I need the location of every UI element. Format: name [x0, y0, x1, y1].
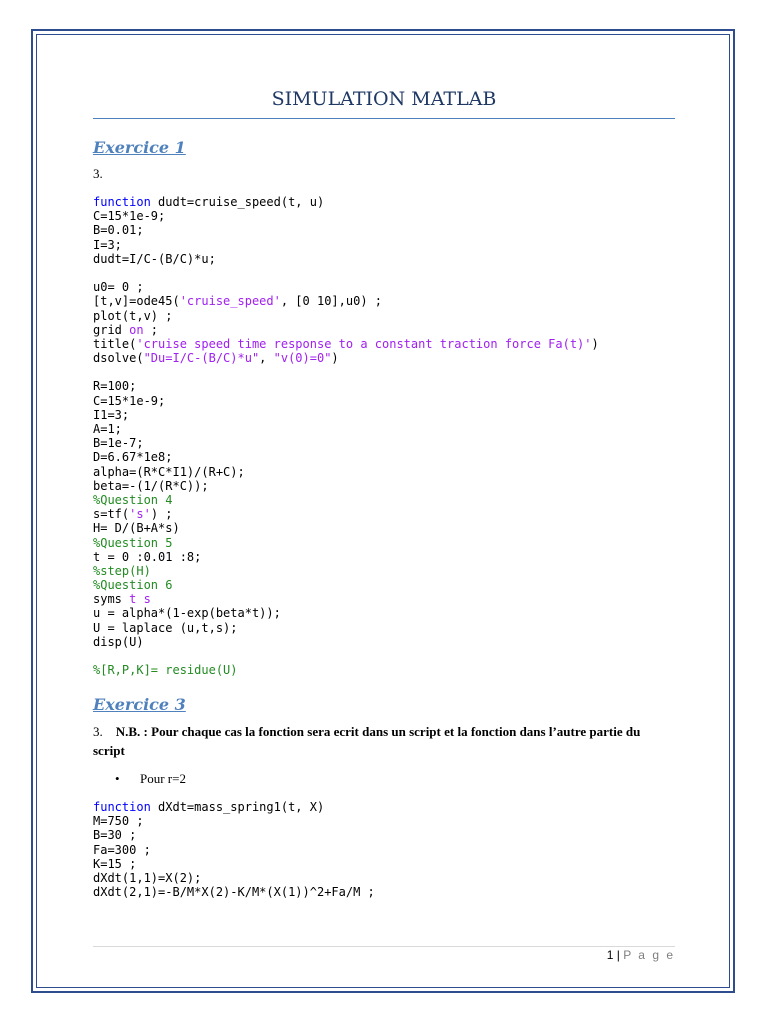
code-line	[93, 507, 599, 521]
code-line	[93, 578, 599, 592]
code-line	[93, 337, 599, 351]
code-token: %step(H)	[93, 563, 151, 578]
code-token: %Question 5	[93, 535, 173, 550]
code-token: function	[93, 195, 151, 209]
footer-divider	[93, 946, 675, 947]
code-line	[93, 479, 599, 493]
code-line	[93, 436, 599, 450]
code-token: alpha=(R*C*I1)/(R+C);	[93, 464, 245, 479]
code-token: on	[129, 322, 144, 337]
code-token: beta=-(1/(R*C));	[93, 478, 209, 493]
code-token: u0= 0 ;	[93, 280, 144, 295]
code-line	[93, 209, 599, 223]
note-item-number: 3.	[93, 724, 103, 739]
code-token: Fa=300 ;	[93, 842, 151, 857]
code-line	[93, 606, 599, 620]
code-line	[93, 814, 375, 828]
document-title: SIMULATION MATLAB	[271, 88, 497, 110]
bullet-item	[115, 771, 186, 787]
code-token: function	[93, 800, 151, 814]
page-footer	[607, 948, 675, 962]
code-line	[93, 521, 599, 535]
code-block-cruise-speed	[93, 195, 599, 677]
code-token: t = 0 :0.01 :8;	[93, 549, 202, 564]
code-line	[93, 450, 599, 464]
code-token: R=100;	[93, 379, 137, 394]
code-token: H= D/(B+A*s)	[93, 521, 180, 536]
code-line	[93, 493, 599, 507]
code-line	[93, 465, 599, 479]
code-line	[93, 294, 599, 308]
code-token: dudt=cruise_speed(t, u)	[150, 195, 325, 209]
code-token: 'cruise speed time response to a constant traction force Fa(t)'	[136, 336, 592, 351]
code-line	[93, 394, 599, 408]
code-token: dsolve(	[93, 351, 144, 366]
footer-separator: |	[616, 948, 620, 962]
code-token: 's'	[129, 507, 151, 522]
note-label: N.B. :	[115, 724, 148, 739]
code-token: [t,v]=ode45(	[93, 294, 180, 309]
code-line	[93, 351, 599, 365]
bullet-text: Pour r=2	[140, 771, 186, 786]
note-text: Pour chaque cas la fonction sera ecrit dans un script et la fonction dans l’autre partie du script	[93, 724, 641, 758]
code-token: u = alpha*(1-exp(beta*t));	[93, 606, 281, 621]
code-line	[93, 635, 599, 649]
code-token: disp(U)	[93, 634, 144, 649]
code-token: M=750 ;	[93, 814, 144, 829]
code-token: B=1e-7;	[93, 436, 144, 451]
code-line	[93, 871, 375, 885]
exercise-3-heading: Exercice 3	[93, 695, 186, 714]
code-line	[93, 828, 375, 842]
code-line	[93, 422, 599, 436]
code-line	[93, 564, 599, 578]
code-line	[93, 323, 599, 337]
code-line	[93, 280, 599, 294]
code-token: 'cruise_speed'	[179, 294, 281, 309]
code-token: I=3;	[93, 237, 122, 252]
code-line	[93, 663, 599, 677]
code-line	[93, 408, 599, 422]
code-line	[93, 379, 599, 393]
title-divider	[93, 118, 675, 119]
code-token: ;	[143, 322, 159, 337]
code-token: "Du=I/C-(B/C)*u"	[143, 351, 260, 366]
code-token: syms	[93, 592, 130, 607]
code-line	[93, 309, 599, 323]
footer-page-label: P a g e	[623, 948, 675, 962]
code-line	[93, 536, 599, 550]
code-token: I1=3;	[93, 407, 130, 422]
code-token: %Question 6	[93, 578, 173, 593]
exercise-1-heading: Exercice 1	[93, 138, 186, 157]
code-block-mass-spring	[93, 800, 375, 899]
footer-page-number: 1	[606, 948, 614, 962]
code-token: B=0.01;	[93, 223, 144, 238]
code-token: plot(t,v) ;	[93, 308, 173, 323]
exercise-1-item-number: 3.	[93, 166, 103, 181]
code-token: D=6.67*1e8;	[93, 450, 173, 465]
note-paragraph	[93, 722, 675, 760]
code-token: dudt=I/C-(B/C)*u;	[93, 251, 216, 266]
code-line	[93, 885, 375, 899]
code-token: C=15*1e-9;	[93, 209, 166, 224]
code-line	[93, 857, 375, 871]
code-token: dXdt(2,1)=-B/M*X(2)-K/M*(X(1))^2+Fa/M ;	[93, 885, 375, 900]
code-token: )	[331, 351, 339, 366]
code-token: %Question 4	[93, 492, 173, 507]
code-line	[93, 252, 599, 266]
code-line	[93, 843, 375, 857]
code-token: U = laplace (u,t,s);	[93, 620, 238, 635]
code-line	[93, 621, 599, 635]
code-line	[93, 266, 599, 280]
code-line	[93, 365, 599, 379]
code-line	[93, 223, 599, 237]
code-token: A=1;	[93, 422, 122, 436]
code-token: s=tf(	[93, 507, 130, 522]
code-token: "v(0)=0"	[273, 351, 332, 366]
code-token: %[R,P,K]= residue(U)	[93, 663, 238, 678]
code-token: t s	[129, 592, 151, 607]
code-token: )	[591, 336, 599, 351]
code-line	[93, 649, 599, 663]
bullet-dot-icon: •	[115, 771, 120, 786]
code-token: ,	[259, 351, 274, 366]
code-token: ) ;	[150, 507, 173, 522]
code-token: C=15*1e-9;	[93, 393, 166, 408]
code-line	[93, 550, 599, 564]
code-token: , [0 10],u0) ;	[280, 294, 383, 309]
code-token: dXdt(1,1)=X(2);	[93, 870, 202, 885]
code-token: title(	[93, 336, 137, 351]
code-line	[93, 592, 599, 606]
code-line	[93, 195, 599, 209]
code-token: grid	[93, 322, 130, 337]
code-line	[93, 800, 375, 814]
code-token: B=30 ;	[93, 828, 137, 843]
code-line	[93, 238, 599, 252]
code-token: K=15 ;	[93, 856, 137, 871]
code-token: dXdt=mass_spring1(t, X)	[150, 800, 325, 814]
